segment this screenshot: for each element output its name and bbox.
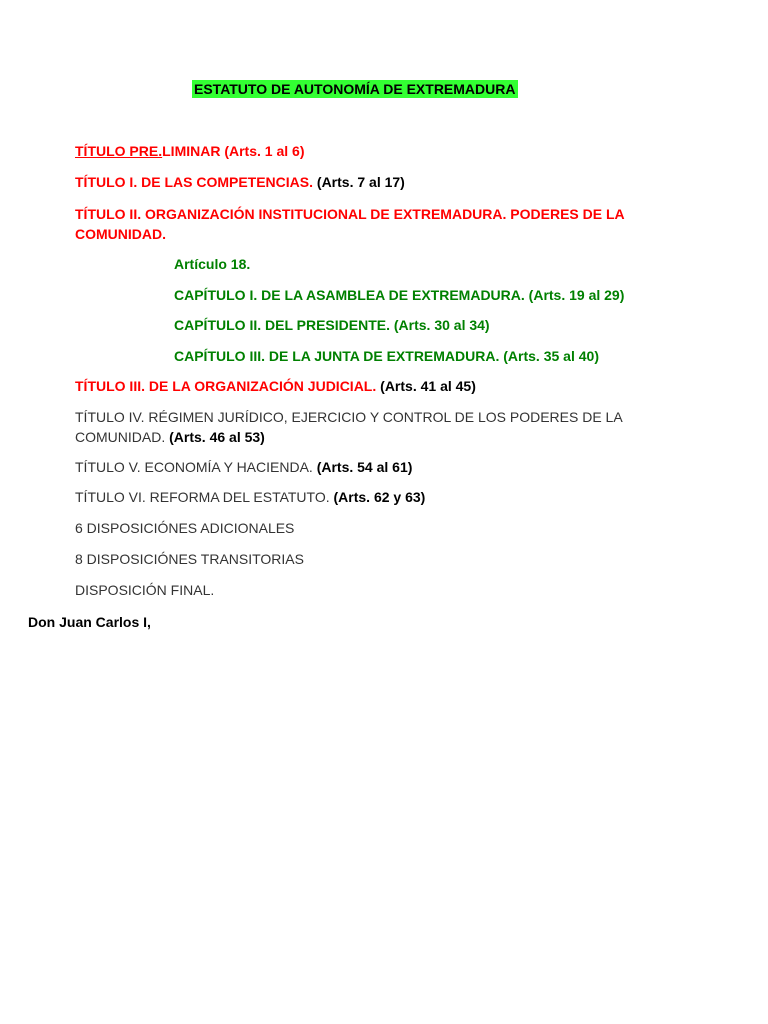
entry-titulo-v xyxy=(75,457,715,477)
entry-heading: TÍTULO IV. RÉGIMEN JURÍDICO, EJERCICIO Y CONTROL DE LOS PODERES DE LA COMUNIDAD. xyxy=(75,409,622,445)
entry-titulo-iv xyxy=(75,407,715,447)
entry-capitulo-i: CAPÍTULO I. DE LA ASAMBLEA DE EXTREMADURA. (Arts. 19 al 29) xyxy=(174,287,625,303)
entry-heading: TÍTULO VI. REFORMA DEL ESTATUTO. xyxy=(75,489,330,505)
entry-disposiciones-adicionales: 6 DISPOSICIÓNES ADICIONALES xyxy=(75,520,295,536)
entry-disposiciones-transitorias: 8 DISPOSICIÓNES TRANSITORIAS xyxy=(75,551,304,567)
entry-arts: (Arts. 7 al 17) xyxy=(313,174,405,190)
entry-articulo-18: Artículo 18. xyxy=(174,256,251,272)
entry-disposicion-final: DISPOSICIÓN FINAL. xyxy=(75,582,215,598)
entry-capitulo-iii: CAPÍTULO III. DE LA JUNTA DE EXTREMADURA. (Arts. 35 al 40) xyxy=(174,348,599,364)
entry-heading: TÍTULO I. DE LAS COMPETENCIAS. xyxy=(75,174,314,190)
entry-capitulo-ii: CAPÍTULO II. DEL PRESIDENTE. (Arts. 30 al 34) xyxy=(174,317,490,333)
entry-arts: (Arts. 46 al 53) xyxy=(165,429,265,445)
entry-arts: (Arts. 54 al 61) xyxy=(312,459,413,475)
entry-titulo-vi xyxy=(75,487,715,507)
entry-prefix: TÍTULO PRE. xyxy=(75,143,163,159)
entry-titulo-iii xyxy=(75,376,715,396)
entry-titulo-ii: TÍTULO II. ORGANIZACIÓN INSTITUCIONAL DE EXTREMADURA. PODERES DE LA COMUNIDAD. xyxy=(75,206,625,242)
entry-titulo-i xyxy=(75,172,715,192)
entry-heading: TÍTULO V. ECONOMÍA Y HACIENDA. xyxy=(75,459,313,475)
entry-arts: (Arts. 41 al 45) xyxy=(376,378,476,394)
entry-heading: TÍTULO III. DE LA ORGANIZACIÓN JUDICIAL. xyxy=(75,378,377,394)
closing-line: Don Juan Carlos I, xyxy=(28,614,151,630)
document-title: ESTATUTO DE AUTONOMÍA DE EXTREMADURA xyxy=(194,81,516,97)
entry-arts: (Arts. 62 y 63) xyxy=(329,489,426,505)
entry-titulo-preliminar xyxy=(75,141,715,161)
entry-suffix: LIMINAR (Arts. 1 al 6) xyxy=(162,143,305,159)
